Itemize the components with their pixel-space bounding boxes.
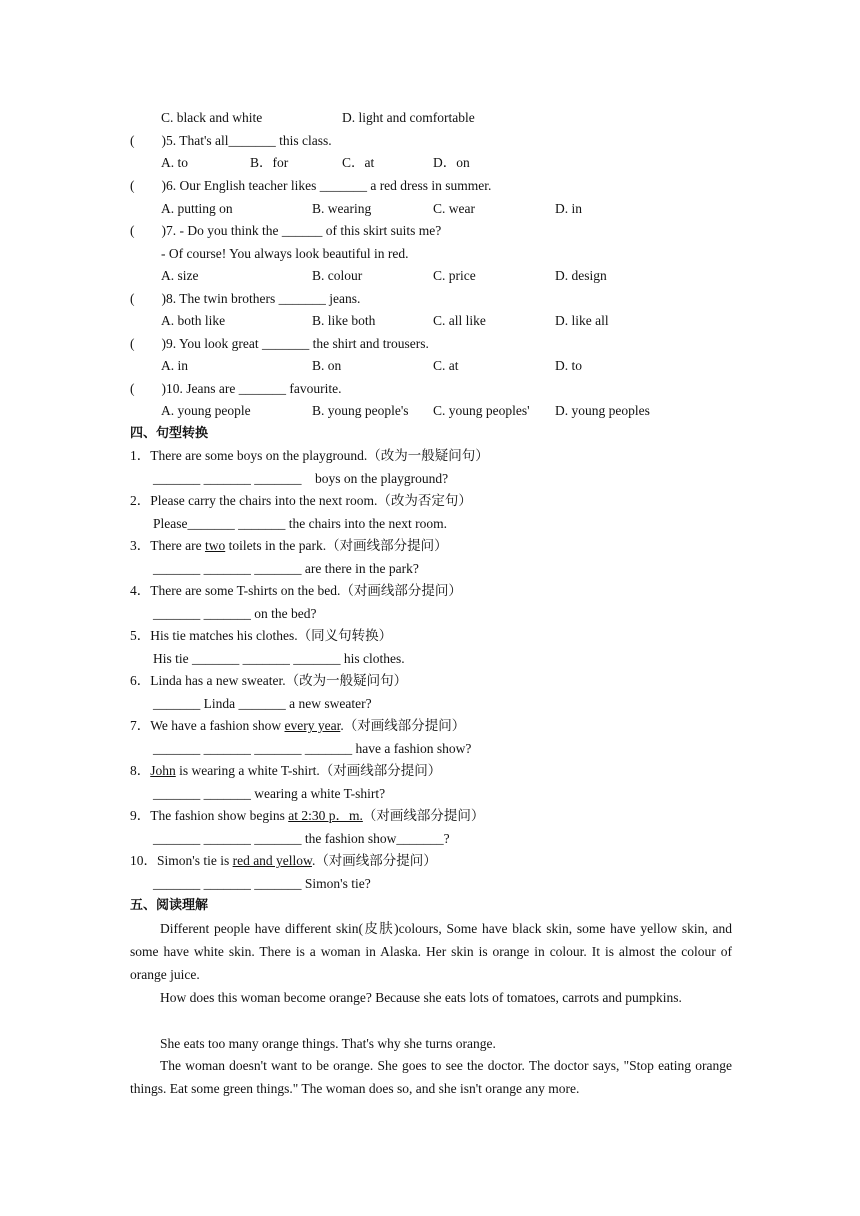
q9-option-d: D. to bbox=[555, 358, 582, 373]
transform-10-answer: _______ _______ _______ Simon's tie? bbox=[153, 876, 371, 891]
q9-option-a: A. in bbox=[161, 358, 188, 373]
q6-option-a: A. putting on bbox=[161, 201, 233, 216]
underlined-part: every year bbox=[284, 718, 341, 733]
transform-9-question: 9．The fashion show begins at 2:30 p．m.（对画线部分提问） bbox=[130, 808, 485, 823]
q10-option-b: B. young people's bbox=[312, 403, 409, 418]
question-5: ( )5. That's all_______ this class. bbox=[130, 133, 332, 148]
q9-option-c: C. at bbox=[433, 358, 459, 373]
q5-option-a: A. to bbox=[161, 155, 188, 170]
q10-option-d: D. young peoples bbox=[555, 403, 650, 418]
transform-9-answer: _______ _______ _______ the fashion show_______? bbox=[153, 831, 450, 846]
q4-option-c: C. black and white bbox=[161, 110, 263, 125]
q8-option-c: C. all like bbox=[433, 313, 486, 328]
question-6: ( )6. Our English teacher likes _______ a red dress in summer. bbox=[130, 178, 492, 193]
transform-4-question: 4．There are some T-shirts on the bed.（对画线部分提问） bbox=[130, 583, 462, 598]
underlined-part: two bbox=[204, 538, 226, 553]
reading-paragraph-2: How does this woman become orange? Because she eats lots of tomatoes, carrots and pumpkins. bbox=[160, 990, 682, 1005]
q8-option-d: D. like all bbox=[555, 313, 609, 328]
transform-1-answer: _______ _______ _______ boys on the playground? bbox=[153, 471, 449, 486]
q6-option-b: B. wearing bbox=[312, 201, 372, 216]
question-7-reply: - Of course! You always look beautiful in red. bbox=[161, 246, 409, 261]
q7-option-b: B. colour bbox=[312, 268, 363, 283]
transform-3-answer: _______ _______ _______ are there in the park? bbox=[153, 561, 419, 576]
q6-option-d: D. in bbox=[555, 201, 582, 216]
reading-paragraph-3: She eats too many orange things. That's why she turns orange. bbox=[160, 1036, 496, 1051]
q8-option-a: A. both like bbox=[161, 313, 226, 328]
transform-7-answer: _______ _______ _______ _______ have a fashion show? bbox=[153, 741, 472, 756]
transform-6-answer: _______ Linda _______ a new sweater? bbox=[153, 696, 372, 711]
q10-option-a: A. young people bbox=[161, 403, 251, 418]
reading-paragraph-4: The woman doesn't want to be orange. She goes to see the doctor. The doctor says, "Stop eating orange things. Eat some green things." The woman does so, and she isn't orange any more. bbox=[130, 1058, 732, 1096]
q5-option-d: D．on bbox=[433, 155, 470, 170]
transform-6-question: 6．Linda has a new sweater.（改为一般疑问句） bbox=[130, 673, 408, 688]
underlined-part: John bbox=[150, 763, 176, 778]
q5-option-b: B．for bbox=[250, 155, 289, 170]
question-10: ( )10. Jeans are _______ favourite. bbox=[130, 381, 342, 396]
q7-option-a: A. size bbox=[161, 268, 199, 283]
transform-7-question: 7．We have a fashion show every year.（对画线部分提问） bbox=[130, 718, 466, 733]
transform-2-answer: Please_______ _______ the chairs into the next room. bbox=[153, 516, 447, 531]
underlined-part: at 2:30 p．m. bbox=[288, 808, 363, 823]
q8-option-b: B. like both bbox=[312, 313, 376, 328]
transform-2-question: 2．Please carry the chairs into the next room.（改为否定句） bbox=[130, 493, 472, 508]
question-9: ( )9. You look great _______ the shirt and trousers. bbox=[130, 336, 429, 351]
question-7: ( )7. - Do you think the ______ of this skirt suits me? bbox=[130, 223, 442, 238]
q4-option-d: D. light and comfortable bbox=[342, 110, 475, 125]
transform-5-answer: His tie _______ _______ _______ his clothes. bbox=[153, 651, 405, 666]
question-8: ( )8. The twin brothers _______ jeans. bbox=[130, 291, 361, 306]
q9-option-b: B. on bbox=[312, 358, 342, 373]
transform-8-answer: _______ _______ wearing a white T-shirt? bbox=[153, 786, 386, 801]
q7-option-c: C. price bbox=[433, 268, 476, 283]
underlined-part: red and yellow bbox=[232, 853, 312, 868]
q5-option-c: C．at bbox=[342, 155, 375, 170]
q7-option-d: D. design bbox=[555, 268, 607, 283]
transform-5-question: 5．His tie matches his clothes.（同义句转换） bbox=[130, 628, 393, 643]
transform-4-answer: _______ _______ on the bed? bbox=[153, 606, 317, 621]
transform-3-question: 3．There are two toilets in the park.（对画线部分提问） bbox=[130, 538, 448, 553]
section-5-heading: 五、阅读理解 bbox=[130, 898, 209, 913]
section-4-heading: 四、句型转换 bbox=[130, 426, 209, 441]
q10-option-c: C. young peoples' bbox=[433, 403, 530, 418]
reading-paragraph-1: Different people have different skin(皮肤)colours, Some have black skin, some have yellow skin, and some have white skin. There is a woman in Alaska. Her skin is orange in colour. It is almost the colour of orange juice. bbox=[130, 921, 732, 982]
q6-option-c: C. wear bbox=[433, 201, 475, 216]
transform-8-question: 8．John is wearing a white T-shirt.（对画线部分提问） bbox=[130, 763, 442, 778]
transform-10-question: 10．Simon's tie is red and yellow.（对画线部分提问） bbox=[130, 853, 437, 868]
transform-1-question: 1．There are some boys on the playground.（改为一般疑问句） bbox=[130, 448, 489, 463]
